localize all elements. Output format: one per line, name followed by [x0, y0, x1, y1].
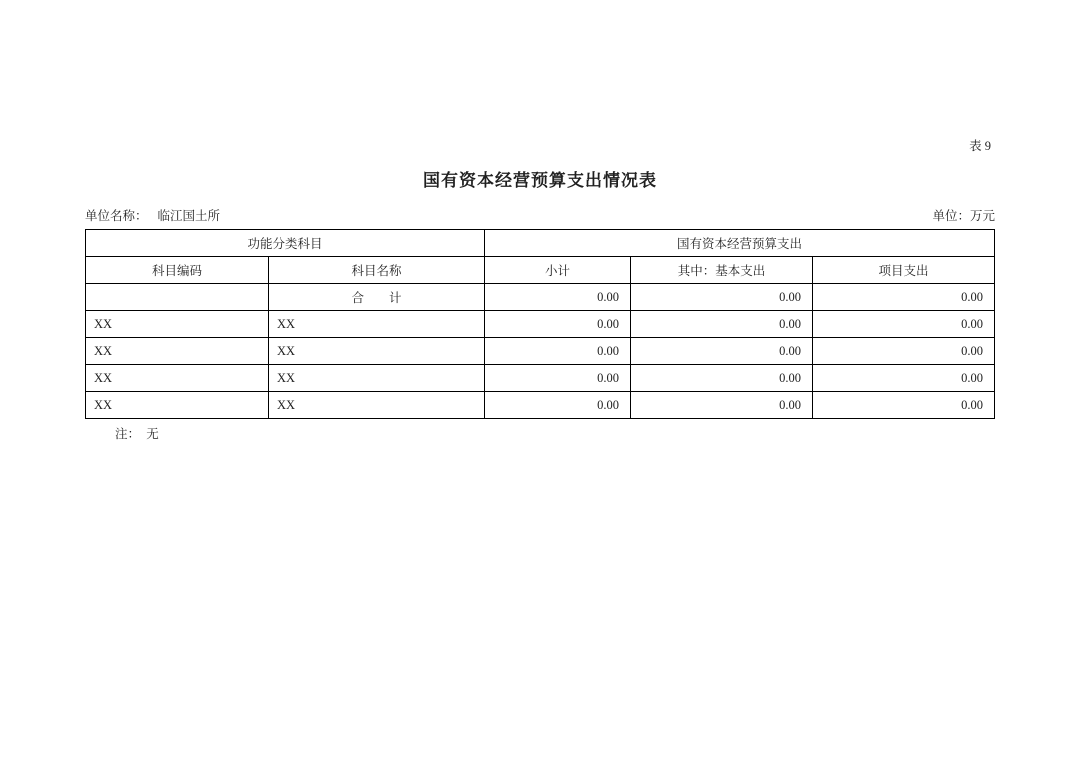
table-header — [86, 230, 995, 284]
cell-subtotal: 0.00 — [485, 338, 631, 365]
column-header-subject-code: 科目编码 — [86, 257, 269, 284]
cell-subject-name: XX — [269, 392, 485, 419]
column-header-row — [86, 257, 995, 284]
table-row — [86, 284, 995, 311]
cell-project-expenditure: 0.00 — [813, 338, 995, 365]
cell-subject-name: XX — [269, 365, 485, 392]
cell-subject-code — [86, 284, 269, 311]
page-title: 国有资本经营预算支出情况表 — [423, 171, 657, 190]
group-header-functional-classification: 功能分类科目 — [86, 230, 485, 257]
unit-name-label: 单位名称： — [85, 209, 148, 223]
column-header-basic-expenditure: 其中：基本支出 — [631, 257, 813, 284]
table-row — [86, 392, 995, 419]
meta-row — [85, 208, 995, 224]
table-number: 表 9 — [969, 139, 991, 153]
cell-basic-expenditure: 0.00 — [631, 365, 813, 392]
table-row — [86, 365, 995, 392]
cell-basic-expenditure: 0.00 — [631, 338, 813, 365]
column-header-subject-name: 科目名称 — [269, 257, 485, 284]
cell-project-expenditure: 0.00 — [813, 311, 995, 338]
cell-subtotal: 0.00 — [485, 311, 631, 338]
cell-basic-expenditure: 0.00 — [631, 311, 813, 338]
unit-measure-label: 单位：万元 — [932, 209, 995, 223]
unit-name-value: 临江国土所 — [157, 209, 221, 223]
cell-subtotal: 0.00 — [485, 392, 631, 419]
column-header-project-expenditure: 项目支出 — [813, 257, 995, 284]
table-row — [86, 338, 995, 365]
group-header-row — [86, 230, 995, 257]
column-header-subtotal: 小计 — [485, 257, 631, 284]
group-header-budget-expenditure: 国有资本经营预算支出 — [485, 230, 995, 257]
cell-subject-code: XX — [86, 365, 269, 392]
cell-project-expenditure: 0.00 — [813, 365, 995, 392]
cell-subject-name: 合 计 — [269, 284, 485, 311]
cell-subject-name: XX — [269, 338, 485, 365]
cell-subject-name: XX — [269, 311, 485, 338]
cell-project-expenditure: 0.00 — [813, 284, 995, 311]
budget-table — [85, 229, 995, 419]
cell-project-expenditure: 0.00 — [813, 392, 995, 419]
table-row — [86, 311, 995, 338]
note-text: 注： 无 — [115, 427, 159, 441]
cell-subject-code: XX — [86, 392, 269, 419]
unit-name — [85, 208, 220, 224]
cell-subject-code: XX — [86, 311, 269, 338]
cell-basic-expenditure: 0.00 — [631, 284, 813, 311]
cell-basic-expenditure: 0.00 — [631, 392, 813, 419]
cell-subtotal: 0.00 — [485, 365, 631, 392]
cell-subject-code: XX — [86, 338, 269, 365]
table-body — [86, 284, 995, 419]
cell-subtotal: 0.00 — [485, 284, 631, 311]
